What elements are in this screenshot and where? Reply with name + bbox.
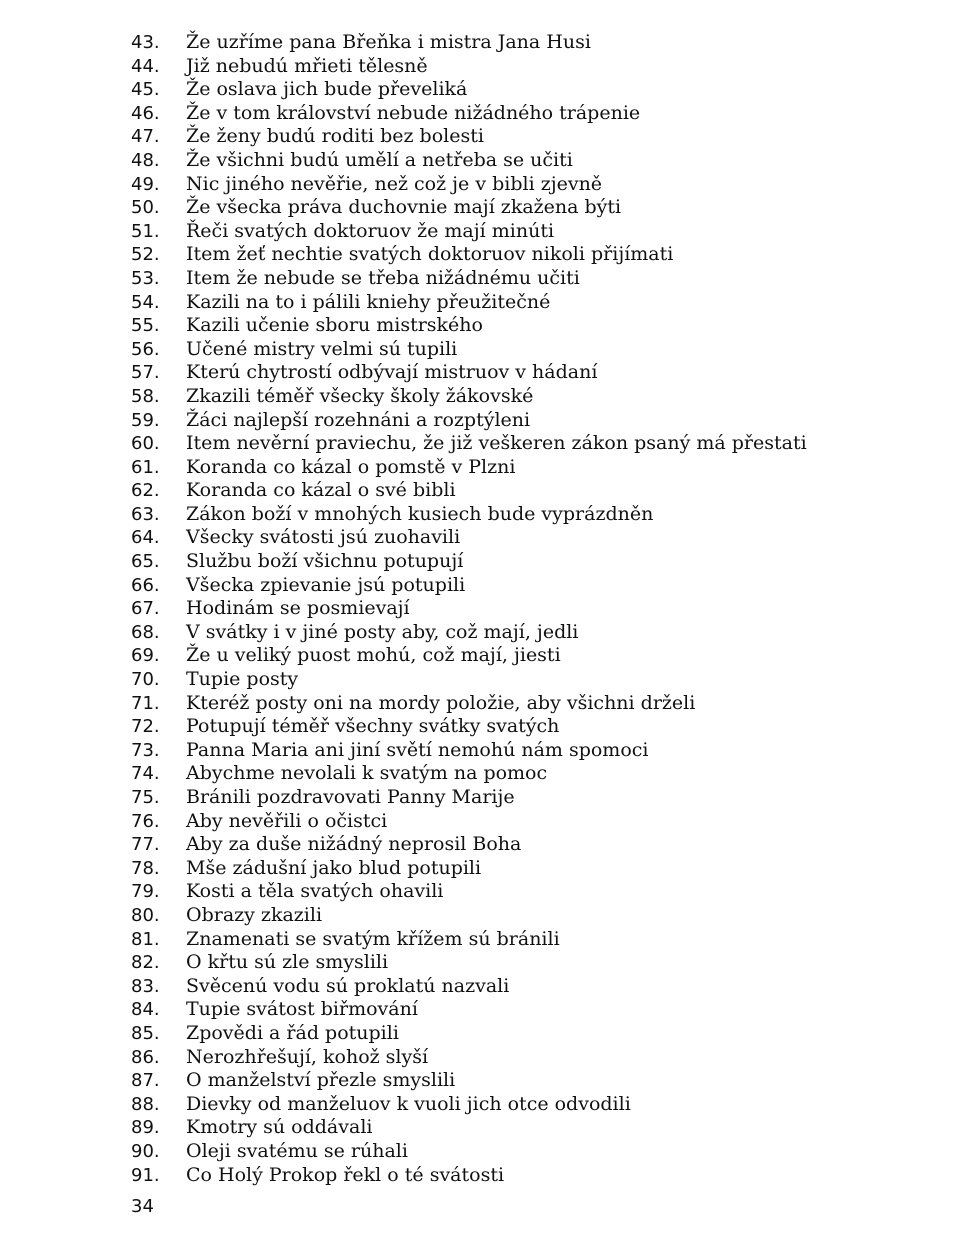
- list-item: [131, 762, 931, 786]
- item-number: 83.: [131, 975, 160, 997]
- item-text: Že v tom království nebude nižádného trápenie: [186, 101, 641, 124]
- item-number: 79.: [131, 881, 160, 903]
- item-number: 72.: [131, 716, 160, 738]
- list-item: [131, 574, 931, 598]
- item-number: 52.: [131, 244, 160, 266]
- item-text: Item že nebude se třeba nižádnému učiti: [186, 266, 580, 289]
- item-number: 87.: [131, 1070, 160, 1092]
- item-text: Kazili učenie sboru mistrského: [186, 314, 483, 337]
- list-item: [131, 78, 931, 102]
- item-text: Řeči svatých doktoruov že mají minúti: [186, 219, 555, 242]
- item-text: Nic jiného nevěřie, než což je v bibli zjevně: [186, 172, 603, 195]
- item-number: 70.: [131, 669, 160, 691]
- item-text: Koranda co kázal o své bibli: [186, 479, 456, 502]
- list-item: [131, 102, 931, 126]
- item-text: Učené mistry velmi sú tupili: [186, 337, 458, 360]
- item-text: Koranda co kázal o pomstě v Plzni: [186, 455, 516, 478]
- item-text: Obrazy zkazili: [186, 903, 323, 926]
- list-item: [131, 621, 931, 645]
- list-item: [131, 479, 931, 503]
- item-number: 49.: [131, 173, 160, 195]
- item-number: 85.: [131, 1022, 160, 1044]
- list-item: [131, 526, 931, 550]
- numbered-list: [131, 31, 931, 1187]
- item-text: Že oslava jich bude převeliká: [186, 78, 468, 101]
- item-number: 43.: [131, 32, 160, 53]
- list-item: [131, 880, 931, 904]
- item-number: 54.: [131, 291, 160, 313]
- item-number: 91.: [131, 1164, 160, 1186]
- list-item: [131, 149, 931, 173]
- list-item: [131, 314, 931, 338]
- list-item: [131, 1046, 931, 1070]
- item-text: O křtu sú zle smyslili: [186, 951, 389, 974]
- list-item: [131, 243, 931, 267]
- list-item: [131, 1116, 931, 1140]
- item-text: Panna Maria ani jiní světí nemohú nám spomoci: [186, 738, 649, 761]
- list-item: [131, 1164, 931, 1188]
- item-text: Zpovědi a řád potupili: [186, 1021, 399, 1044]
- list-item: [131, 409, 931, 433]
- item-text: Zákon boží v mnohých kusiech bude vyprázdněn: [186, 502, 654, 525]
- item-text: Svěcenú vodu sú proklatú nazvali: [186, 974, 510, 997]
- list-item: [131, 291, 931, 315]
- item-number: 46.: [131, 102, 160, 124]
- list-item: [131, 361, 931, 385]
- item-number: 44.: [131, 55, 160, 77]
- item-number: 62.: [131, 480, 160, 502]
- item-text: Že všichni budú umělí a netřeba se učiti: [186, 148, 573, 171]
- item-text: Kterú chytrostí odbývají mistruov v hádaní: [186, 361, 598, 384]
- item-text: Kmotry sú oddávali: [186, 1116, 373, 1139]
- item-number: 82.: [131, 952, 160, 974]
- list-item: [131, 267, 931, 291]
- list-item: [131, 550, 931, 574]
- list-item: [131, 786, 931, 810]
- list-item: [131, 715, 931, 739]
- list-item: [131, 173, 931, 197]
- item-number: 78.: [131, 857, 160, 879]
- item-text: Žáci najlepší rozehnáni a rozptýleni: [186, 408, 531, 431]
- item-text: Tupie posty: [186, 668, 299, 691]
- item-text: Všecka zpievanie jsú potupili: [186, 573, 466, 596]
- item-text: Všecky svátosti jsú zuohavili: [186, 526, 461, 549]
- list-item: [131, 456, 931, 480]
- item-number: 71.: [131, 692, 160, 714]
- item-number: 60.: [131, 433, 160, 455]
- item-text: Že všecka práva duchovnie mají zkažena býti: [186, 196, 622, 219]
- item-text: Mše zádušní jako blud potupili: [186, 856, 482, 879]
- item-text: Kazili na to i pálili kniehy přeužitečné: [186, 290, 551, 313]
- list-item: [131, 739, 931, 763]
- list-item: [131, 951, 931, 975]
- item-number: 77.: [131, 834, 160, 856]
- item-text: Že ženy budú roditi bez bolesti: [186, 125, 484, 148]
- item-text: Co Holý Prokop řekl o té svátosti: [186, 1163, 505, 1186]
- item-number: 59.: [131, 409, 160, 431]
- item-text: Aby za duše nižádný neprosil Boha: [186, 833, 522, 856]
- list-item: [131, 125, 931, 149]
- item-text: Item žeť nechtie svatých doktoruov nikoli přijímati: [186, 243, 674, 266]
- item-text: Již nebudú mřieti tělesně: [186, 54, 428, 77]
- item-number: 45.: [131, 79, 160, 101]
- item-number: 86.: [131, 1046, 160, 1068]
- item-text: V svátky i v jiné posty aby, což mají, jedli: [186, 620, 579, 643]
- list-item: [131, 597, 931, 621]
- item-number: 65.: [131, 551, 160, 573]
- item-text: Znamenati se svatým křížem sú bránili: [186, 927, 560, 950]
- item-number: 64.: [131, 527, 160, 549]
- list-item: [131, 220, 931, 244]
- item-number: 84.: [131, 999, 160, 1021]
- item-text: O manželství přezle smyslili: [186, 1069, 456, 1092]
- item-text: Nerozhřešují, kohož slyší: [186, 1045, 429, 1068]
- item-number: 50.: [131, 197, 160, 219]
- item-number: 68.: [131, 621, 160, 643]
- item-text: Že u veliký puost mohú, což mají, jiesti: [186, 644, 561, 667]
- list-item: [131, 385, 931, 409]
- item-text: Zkazili téměř všecky školy žákovské: [186, 384, 534, 407]
- item-number: 74.: [131, 763, 160, 785]
- item-text: Službu boží všichnu potupují: [186, 550, 464, 573]
- item-text: Abychme nevolali k svatým na pomoc: [186, 762, 548, 785]
- list-item: [131, 31, 931, 55]
- item-text: Tupie svátost biřmování: [186, 998, 418, 1021]
- item-number: 76.: [131, 810, 160, 832]
- list-item: [131, 644, 931, 668]
- item-number: 55.: [131, 315, 160, 337]
- item-number: 58.: [131, 385, 160, 407]
- item-number: 56.: [131, 338, 160, 360]
- item-text: Bránili pozdravovati Panny Marije: [186, 786, 515, 808]
- list-item: [131, 833, 931, 857]
- item-text: Oleji svatému se rúhali: [186, 1139, 408, 1162]
- item-number: 61.: [131, 456, 160, 478]
- item-number: 69.: [131, 645, 160, 667]
- item-text: Item nevěrní praviechu, že již veškeren zákon psaný má přestati: [186, 432, 807, 455]
- list-item: [131, 1140, 931, 1164]
- item-text: Potupují téměř všechny svátky svatých: [186, 715, 560, 738]
- item-number: 48.: [131, 149, 160, 171]
- item-number: 63.: [131, 503, 160, 525]
- item-text: Že uzříme pana Břeňka i mistra Jana Husi: [186, 31, 591, 53]
- item-number: 80.: [131, 904, 160, 926]
- item-number: 51.: [131, 220, 160, 242]
- list-item: [131, 55, 931, 79]
- list-item: [131, 432, 931, 456]
- list-item: [131, 998, 931, 1022]
- item-number: 90.: [131, 1140, 160, 1162]
- item-number: 66.: [131, 574, 160, 596]
- item-number: 75.: [131, 787, 160, 808]
- list-item: [131, 196, 931, 220]
- item-number: 89.: [131, 1117, 160, 1139]
- list-item: [131, 928, 931, 952]
- list-item: [131, 857, 931, 881]
- list-item: [131, 1093, 931, 1117]
- list-item: [131, 692, 931, 716]
- item-number: 47.: [131, 126, 160, 148]
- list-item: [131, 668, 931, 692]
- list-item: [131, 338, 931, 362]
- list-item: [131, 975, 931, 999]
- item-text: Dievky od manželuov k vuoli jich otce odvodili: [186, 1092, 631, 1115]
- item-text: Aby nevěřili o očistci: [186, 809, 388, 832]
- item-number: 73.: [131, 739, 160, 761]
- item-number: 67.: [131, 598, 160, 620]
- item-number: 88.: [131, 1093, 160, 1115]
- page-number: 34: [131, 1196, 154, 1217]
- item-text: Kteréž posty oni na mordy položie, aby všichni drželi: [186, 691, 696, 714]
- list-item: [131, 1069, 931, 1093]
- list-item: [131, 1022, 931, 1046]
- list-item: [131, 810, 931, 834]
- list-item: [131, 904, 931, 928]
- item-text: Hodinám se posmievají: [186, 597, 410, 620]
- item-number: 81.: [131, 928, 160, 950]
- item-number: 53.: [131, 267, 160, 289]
- list-item: [131, 503, 931, 527]
- item-number: 57.: [131, 362, 160, 384]
- item-text: Kosti a těla svatých ohavili: [186, 880, 444, 903]
